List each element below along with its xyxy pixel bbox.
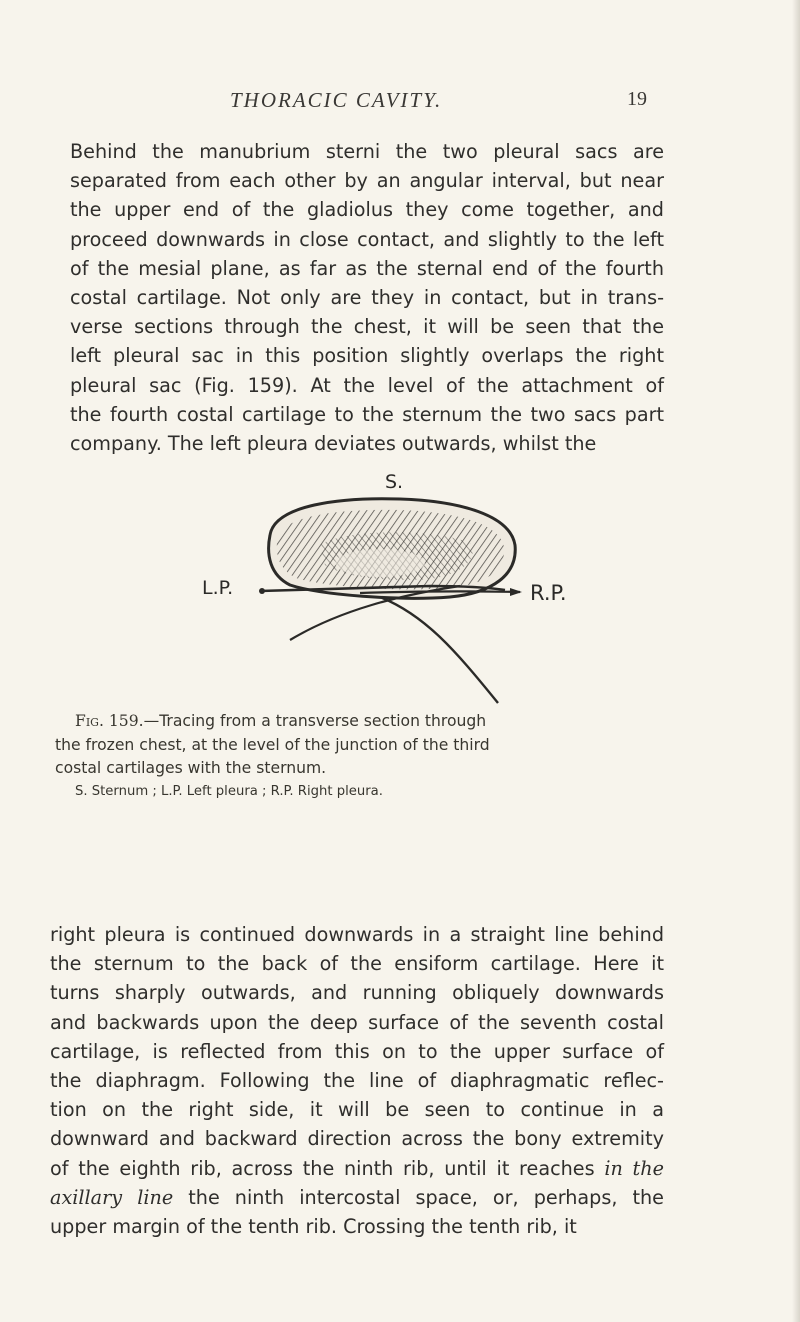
caption-line-2: the frozen chest, at the level of the junction of the third (55, 735, 490, 754)
text-line-with-italic (50, 1154, 664, 1183)
right-pleura-descending (380, 597, 498, 703)
figure-number: Fig. 159. (75, 712, 144, 730)
text-line: right pleura is continued downwards in a straight line behind (50, 923, 664, 946)
figure-caption (55, 710, 665, 781)
text-line: Behind the manubrium sterni the two pleural sacs are (70, 140, 664, 163)
text-segment: the ninth intercostal space, or, perhaps, the (173, 1185, 664, 1209)
caption-line-1 (55, 710, 665, 734)
text-line: the diaphragm. Following the line of diaphragmatic reflec- (50, 1069, 664, 1093)
text-line: the upper end of the gladiolus they come together, and (70, 198, 664, 222)
paragraph-1 (50, 137, 664, 458)
label-left-pleura: L.P. (202, 577, 234, 599)
text-line: company. The left pleura deviates outwards, whilst the (70, 432, 597, 456)
text-line: the sternum to the back of the ensiform cartilage. Here it (50, 952, 664, 976)
running-title: THORACIC CAVITY. (230, 88, 443, 112)
text-line-with-italic (50, 1183, 664, 1212)
page-edge-shadow (792, 0, 800, 1322)
text-line: upper margin of the tenth rib. Crossing the tenth rib, it (50, 1215, 577, 1239)
figure-159 (202, 471, 610, 710)
text-line: tion on the right side, it will be seen to continue in a (50, 1098, 664, 1122)
text-line: turns sharply outwards, and running obliquely downwards (50, 981, 664, 1005)
label-sternum: S. (385, 471, 404, 493)
figure-legend (55, 784, 665, 799)
text-line: cartilage, is reflected from this on to the upper surface of (50, 1039, 664, 1063)
page-number: 19 (627, 88, 647, 110)
text-line: the fourth costal cartilage to the sternum the two sacs part (70, 402, 664, 426)
text-line: costal cartilage. Not only are they in contact, but in trans- (70, 286, 664, 310)
legend-text: S. Sternum ; L.P. Left pleura ; R.P. Right pleura. (75, 784, 383, 799)
caption-text: —Tracing from a transverse section through (143, 712, 487, 730)
caption-line-3: costal cartilages with the sternum. (55, 759, 327, 777)
text-line: downward and backward direction across the bony extremity (50, 1127, 664, 1151)
text-line: verse sections through the chest, it will be seen that the (70, 315, 664, 339)
text-segment: of the eighth rib, across the ninth rib, until it reaches (50, 1156, 595, 1180)
text-line: of the mesial plane, as far as the sternal end of the fourth (70, 256, 664, 280)
text-line: proceed downwards in close contact, and slightly to the left (70, 227, 664, 251)
text-line: separated from each other by an angular interval, but near (70, 169, 664, 193)
text-line: pleural sac (Fig. 159). At the level of the attachment of (70, 373, 664, 397)
italic-phrase: axillary line (50, 1185, 174, 1209)
italic-phrase: in the (604, 1156, 664, 1180)
paragraph-2 (50, 920, 664, 1241)
label-right-pleura: R.P. (530, 581, 567, 605)
right-pleura-arrow (510, 588, 522, 596)
running-header (0, 88, 800, 118)
text-line: left pleural sac in this position slightly overlaps the right (70, 344, 664, 368)
text-line: and backwards upon the deep surface of the seventh costal (50, 1010, 664, 1034)
